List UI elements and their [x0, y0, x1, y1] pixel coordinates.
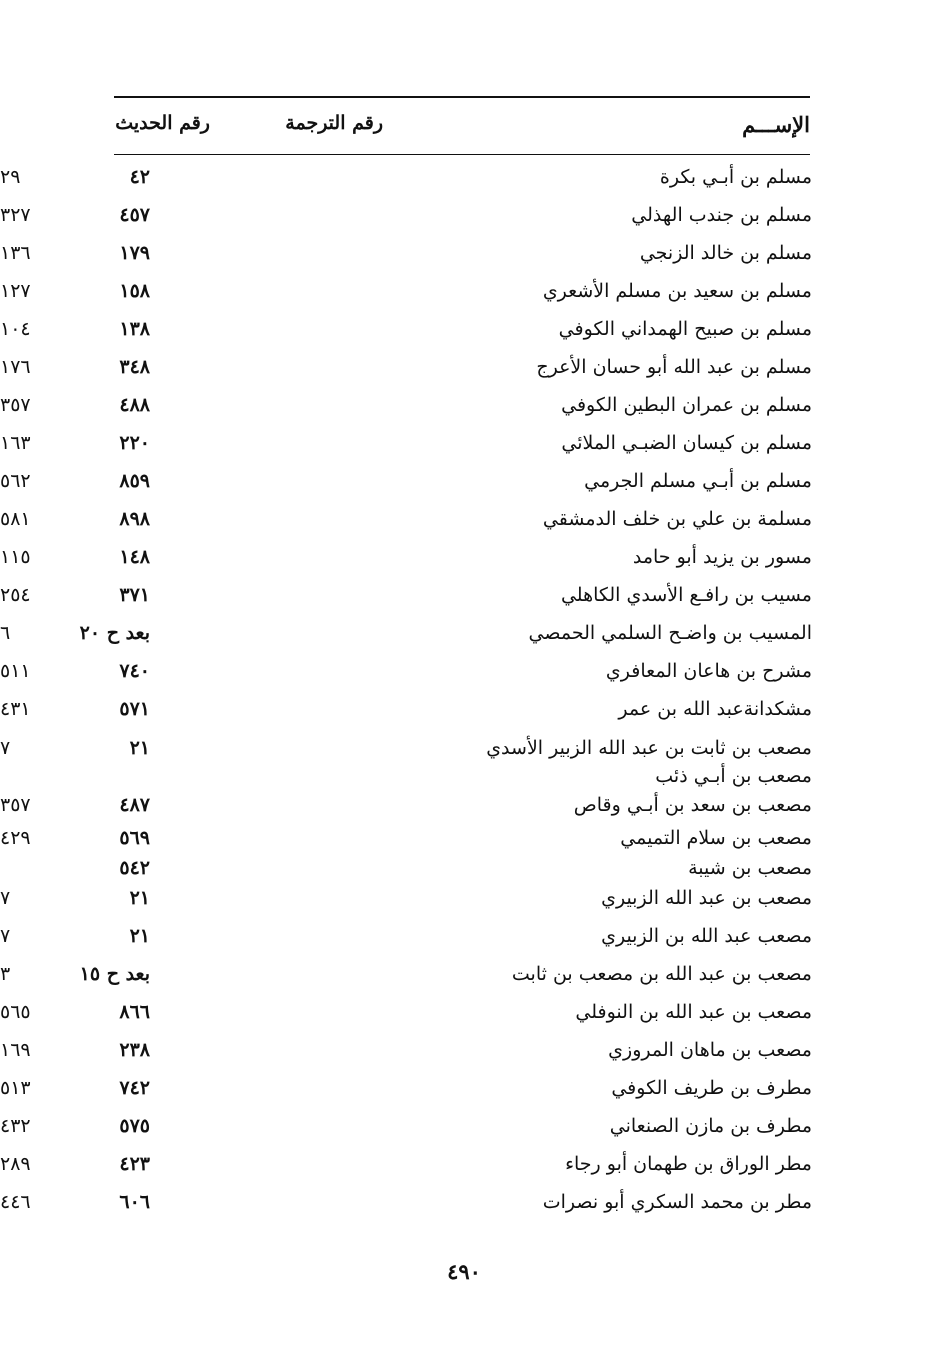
entry-name: مسلم بن جندب الهذلي	[631, 204, 812, 226]
entry-hadith-number: ٨٦٦	[119, 1001, 150, 1023]
column-header-tarjama: رقم الترجمة	[285, 112, 383, 134]
entry-name: مطرف بن مازن الصنعاني	[609, 1115, 812, 1137]
entry-name: مصعب بن سلام التميمي	[620, 827, 812, 849]
entry-name: مسلم بن أبـي بكرة	[659, 166, 812, 188]
entry-tarjama-number: ٣٥٧	[0, 794, 31, 816]
entry-tarjama-number: ٥١٣	[0, 1077, 31, 1099]
entry-tarjama-number: ٥١١	[0, 660, 31, 682]
header-rule	[114, 154, 810, 155]
entry-hadith-number: ٧٤٢	[119, 1077, 150, 1099]
entry-tarjama-number: ٧	[0, 887, 11, 909]
page-number: ٤٩٠	[447, 1259, 481, 1284]
entry-hadith-number: ١٣٨	[119, 318, 150, 340]
table-row	[0, 236, 928, 270]
entry-tarjama-number: ٦	[0, 622, 11, 644]
entry-hadith-number: ٥٤٢	[119, 857, 150, 879]
table-row	[0, 464, 928, 498]
entry-name: مشرح بن هاعان المعافري	[605, 660, 812, 682]
entry-tarjama-number: ٣٥٧	[0, 394, 31, 416]
table-row	[0, 1109, 928, 1143]
entry-name: مسور بن يزيد أبو حامد	[632, 546, 812, 568]
entry-name: مطر بن محمد السكري أبو نصرات	[542, 1191, 812, 1213]
entry-name: مصعب بن عبد الله بن النوفلي	[575, 1001, 812, 1023]
table-row	[0, 995, 928, 1029]
entry-name: مصعب بن سعد بن أبـي وقاص	[573, 794, 812, 816]
entry-hadith-number: ٨٩٨	[119, 508, 150, 530]
entry-tarjama-number: ٥٦٢	[0, 470, 31, 492]
entry-name: مصعب بن عبد الله الزبيري	[601, 887, 812, 909]
entry-hadith-number: ٦٠٦	[119, 1191, 150, 1213]
column-header-name: الإســـم	[742, 112, 810, 137]
entry-hadith-number: ٤٢٣	[119, 1153, 150, 1175]
entry-tarjama-number: ٣٢٧	[0, 204, 31, 226]
entry-name: مسلم بن عبد الله أبو حسان الأعرج	[536, 356, 812, 378]
entry-name: مسلم بن عمران البطين الكوفي	[561, 394, 812, 416]
table-row	[0, 851, 928, 885]
entry-name: مصعب بن ثابت بن عبد الله الزبير الأسدي	[486, 737, 812, 759]
entry-tarjama-number: ١١٥	[0, 546, 31, 568]
entry-tarjama-number: ٧	[0, 737, 11, 759]
entry-name: مصعب بن شيبة	[688, 857, 812, 879]
entry-hadith-number: ١٤٨	[119, 546, 150, 568]
top-rule	[114, 96, 810, 98]
table-row	[0, 1147, 928, 1181]
entry-tarjama-number: ١٢٧	[0, 280, 31, 302]
entry-tarjama-number: ٢٨٩	[0, 1153, 31, 1175]
table-row	[0, 502, 928, 536]
table-row	[0, 654, 928, 688]
table-row	[0, 160, 928, 194]
table-row	[0, 788, 928, 822]
entry-name: مسلمة بن علي بن خلف الدمشقي	[542, 508, 812, 530]
entry-tarjama-number: ٤٢٩	[0, 827, 31, 849]
entry-hadith-number: ٤٥٧	[119, 204, 150, 226]
entry-tarjama-number: ١٦٩	[0, 1039, 31, 1061]
entry-hadith-number: ٧٤٠	[119, 660, 150, 682]
entry-tarjama-number: ١٦٣	[0, 432, 31, 454]
table-row	[0, 274, 928, 308]
entry-name: مسيب بن رافـع الأسدي الكاهلي	[560, 584, 812, 606]
entry-name: مطرف بن طريف الكوفي	[611, 1077, 812, 1099]
table-row	[0, 426, 928, 460]
table-row	[0, 1071, 928, 1105]
entry-hadith-number: ٢١	[129, 925, 150, 947]
entry-hadith-number: ٥٦٩	[119, 827, 150, 849]
entry-hadith-number: ٤٢	[129, 166, 150, 188]
entry-tarjama-number: ٥٦٥	[0, 1001, 31, 1023]
table-row	[0, 821, 928, 855]
table-row	[0, 350, 928, 384]
entry-hadith-number: ٢١	[129, 887, 150, 909]
entry-name: مصعب بن أبـي ذئب	[655, 765, 812, 787]
entry-name: مصعب عبد الله بن الزبيري	[601, 925, 812, 947]
entry-hadith-number: ٤٨٧	[119, 794, 150, 816]
entry-hadith-number: ٥٧١	[119, 698, 150, 720]
entry-hadith-number: بعد ح ٢٠	[79, 622, 150, 644]
entry-tarjama-number: ٤٣١	[0, 698, 31, 720]
entry-tarjama-number: ١٧٦	[0, 356, 31, 378]
entry-name: مسلم بن صبيح الهمداني الكوفي	[558, 318, 812, 340]
entry-tarjama-number: ٥٨١	[0, 508, 31, 530]
entry-tarjama-number: ٢٩	[0, 166, 21, 188]
entry-tarjama-number: ٧	[0, 925, 11, 947]
table-row	[0, 957, 928, 991]
entry-name: مسلم بن سعيد بن مسلم الأشعري	[542, 280, 812, 302]
entry-tarjama-number: ٤٤٦	[0, 1191, 31, 1213]
entry-name: مطر الوراق بن طهمان أبو رجاء	[565, 1153, 812, 1175]
entry-name: مصعب بن ماهان المروزي	[608, 1039, 812, 1061]
entry-hadith-number: ٣٤٨	[119, 356, 150, 378]
entry-name: مسلم بن خالد الزنجي	[639, 242, 812, 264]
table-row	[0, 1033, 928, 1067]
entry-name: مشكدانةعبد الله بن عمر	[618, 698, 812, 720]
entry-hadith-number: ٢٣٨	[119, 1039, 150, 1061]
table-row	[0, 692, 928, 726]
entry-hadith-number: ٢١	[129, 737, 150, 759]
entry-tarjama-number: ٢٥٤	[0, 584, 31, 606]
table-row	[0, 578, 928, 612]
table-row	[0, 312, 928, 346]
entry-hadith-number: ٨٥٩	[119, 470, 150, 492]
entry-name: مسلم بن كيسان الضبـي الملائي	[561, 432, 812, 454]
column-header-hadith: رقم الحديث	[115, 112, 210, 134]
entry-tarjama-number: ٣	[0, 963, 11, 985]
table-row	[0, 919, 928, 953]
entry-tarjama-number: ١٠٤	[0, 318, 31, 340]
entry-name: مسلم بن أبـي مسلم الجرمي	[584, 470, 812, 492]
table-row	[0, 1185, 928, 1219]
entry-hadith-number: ٢٢٠	[119, 432, 150, 454]
entry-hadith-number: ٣٧١	[119, 584, 150, 606]
entry-name: المسيب بن واضـح السلمي الحمصي	[528, 622, 812, 644]
table-row	[0, 388, 928, 422]
entry-name: مصعب بن عبد الله بن مصعب بن ثابت	[511, 963, 812, 985]
entry-tarjama-number: ٤٣٢	[0, 1115, 31, 1137]
entry-tarjama-number: ١٣٦	[0, 242, 31, 264]
table-row	[0, 540, 928, 574]
table-row	[0, 198, 928, 232]
table-row	[0, 616, 928, 650]
entry-hadith-number: ١٧٩	[119, 242, 150, 264]
entry-hadith-number: بعد ح ١٥	[79, 963, 150, 985]
entry-hadith-number: ١٥٨	[119, 280, 150, 302]
entry-hadith-number: ٤٨٨	[119, 394, 150, 416]
entry-hadith-number: ٥٧٥	[119, 1115, 150, 1137]
table-row	[0, 881, 928, 915]
